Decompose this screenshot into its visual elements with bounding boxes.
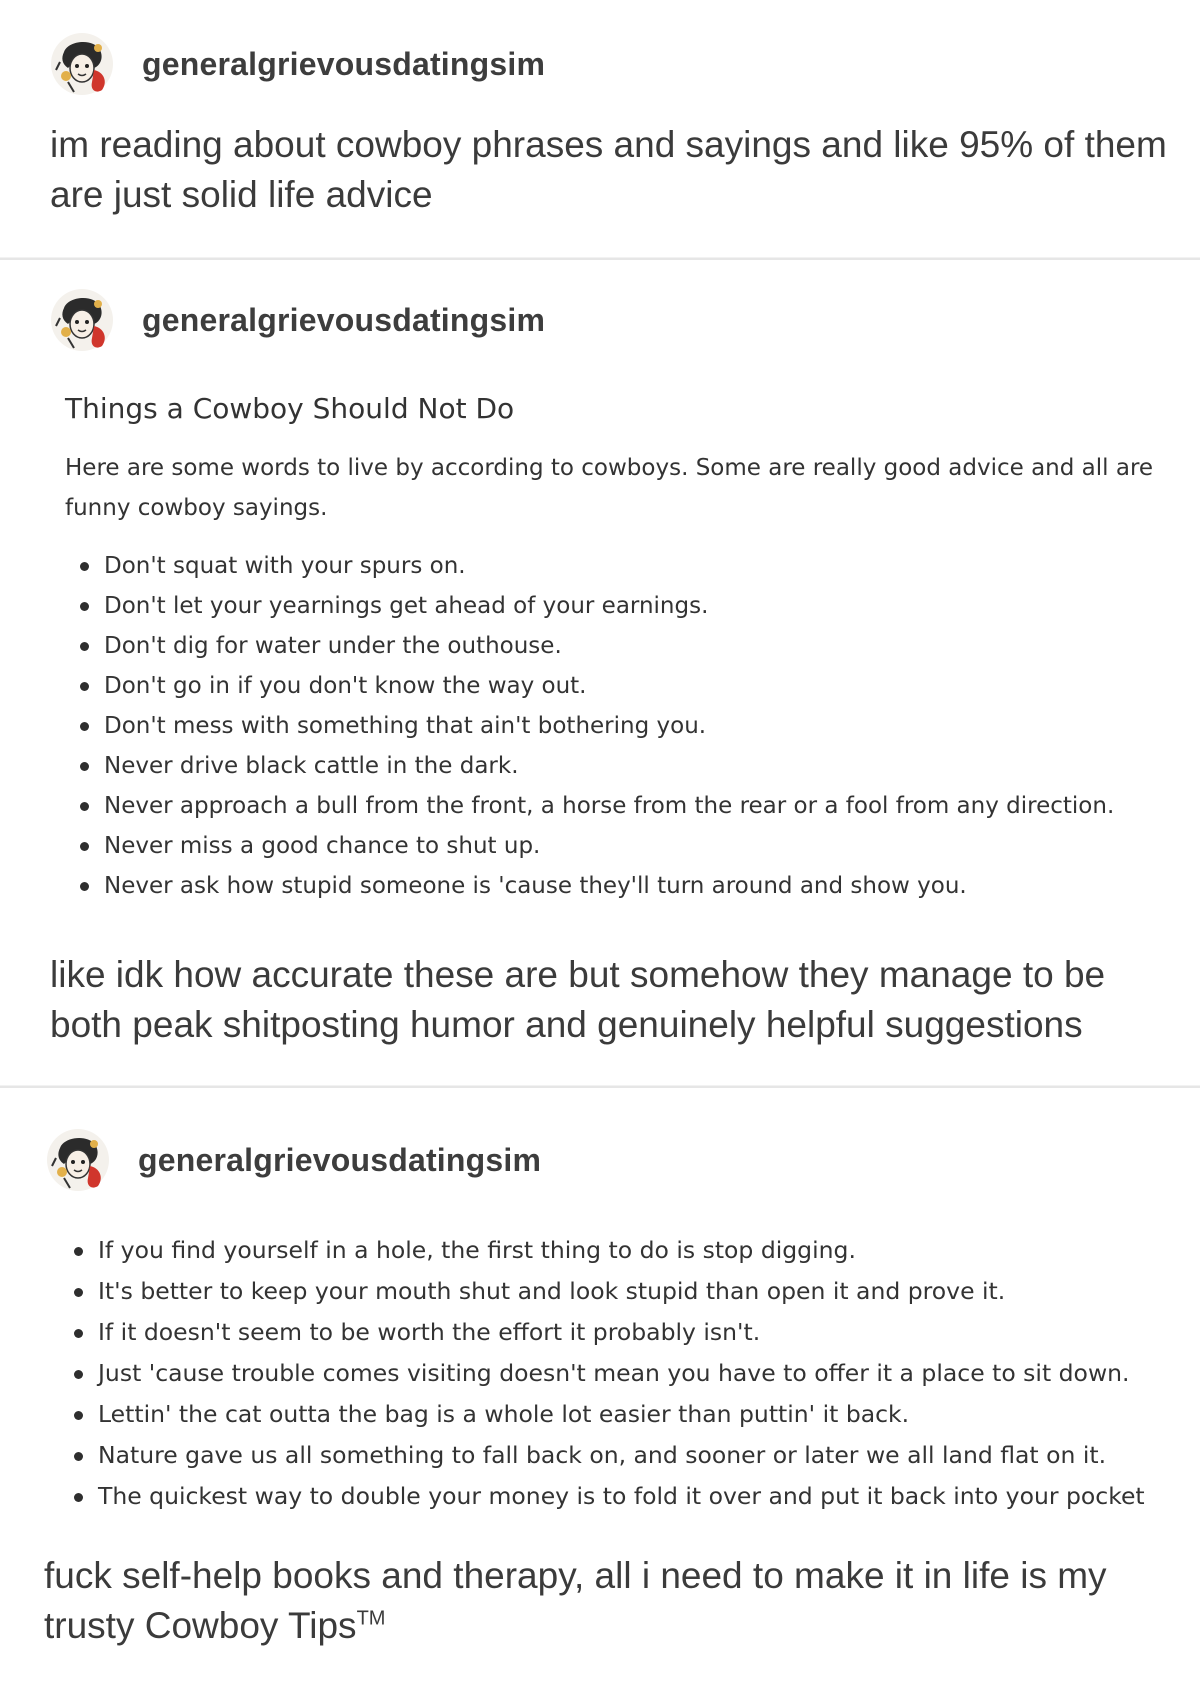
tips-list (70, 546, 1114, 906)
list-item-text: Don't let your yearnings get ahead of your earnings. (104, 593, 709, 619)
list-item-text: Lettin' the cat outta the bag is a whole lot easier than puttin' it back. (98, 1400, 910, 1428)
trademark-symbol: TM (356, 1607, 386, 1630)
list-item-text: Never approach a bull from the front, a horse from the rear or a fool from any direction. (104, 793, 1115, 819)
quote-title: Things a Cowboy Should Not Do (65, 392, 515, 425)
post-text: like idk how accurate these are but somehow they manage to be both peak shitposting humor and genuinely helpful suggestions (50, 954, 1106, 1045)
avatar-icon[interactable] (50, 288, 114, 352)
post-header (50, 288, 545, 352)
list-item (70, 826, 1114, 866)
list-item-text: Don't dig for water under the outhouse. (104, 633, 562, 659)
post-1 (0, 0, 1200, 258)
list-item-text: Nature gave us all something to fall back on, and sooner or later we all land flat on it. (98, 1441, 1107, 1469)
list-item (70, 786, 1114, 826)
bullet-icon (80, 722, 89, 731)
bullet-icon (80, 842, 89, 851)
list-item-text: Never miss a good chance to shut up. (104, 833, 541, 859)
bullet-icon (74, 1247, 83, 1256)
post-text (44, 1551, 1164, 1651)
list-item (64, 1394, 1145, 1435)
list-item (70, 626, 1114, 666)
list-item (64, 1435, 1145, 1476)
bullet-icon (74, 1452, 83, 1461)
list-item (64, 1230, 1145, 1271)
list-item (70, 866, 1114, 906)
post-3 (0, 1086, 1200, 1686)
post-text-body: fuck self-help books and therapy, all i need to make it in life is my trusty Cowboy Tips (44, 1555, 1107, 1646)
bullet-icon (74, 1493, 83, 1502)
post-header (46, 1128, 541, 1192)
list-item (70, 706, 1114, 746)
list-item (64, 1353, 1145, 1394)
post-text: im reading about cowboy phrases and sayings and like 95% of them are just solid life advice (50, 124, 1167, 215)
bullet-icon (74, 1329, 83, 1338)
list-item-text: Don't go in if you don't know the way out. (104, 673, 587, 699)
list-item-text: Never drive black cattle in the dark. (104, 753, 519, 779)
list-item-text: The quickest way to double your money is to fold it over and put it back into your pocket (98, 1482, 1145, 1510)
list-item (70, 586, 1114, 626)
post-2 (0, 258, 1200, 1086)
list-item (70, 546, 1114, 586)
list-item-text: Don't squat with your spurs on. (104, 553, 466, 579)
bullet-icon (74, 1288, 83, 1297)
bullet-icon (80, 602, 89, 611)
username[interactable]: generalgrievousdatingsim (142, 45, 546, 82)
bullet-icon (80, 762, 89, 771)
list-item (64, 1312, 1145, 1353)
tips-list (64, 1230, 1145, 1517)
bullet-icon (80, 682, 89, 691)
list-item-text: If you find yourself in a hole, the first thing to do is stop digging. (98, 1236, 856, 1264)
username[interactable]: generalgrievousdatingsim (138, 1141, 542, 1178)
list-item-text: It's better to keep your mouth shut and look stupid than open it and prove it. (98, 1277, 1006, 1305)
bullet-icon (80, 562, 89, 571)
list-item (70, 746, 1114, 786)
bullet-icon (74, 1370, 83, 1379)
post-header (50, 32, 545, 96)
quote-intro: Here are some words to live by according to cowboys. Some are really good advice and all are funny cowboy sayings. (65, 455, 1154, 521)
list-item (64, 1271, 1145, 1312)
avatar-icon[interactable] (46, 1128, 110, 1192)
list-item (70, 666, 1114, 706)
bullet-icon (80, 642, 89, 651)
bullet-icon (74, 1411, 83, 1420)
list-item-text: Just 'cause trouble comes visiting doesn't mean you have to offer it a place to sit down. (98, 1359, 1130, 1387)
list-item-text: Never ask how stupid someone is 'cause they'll turn around and show you. (104, 873, 967, 899)
list-item-text: If it doesn't seem to be worth the effort it probably isn't. (98, 1318, 761, 1346)
list-item-text: Don't mess with something that ain't bothering you. (104, 713, 707, 739)
avatar-icon[interactable] (50, 32, 114, 96)
list-item (64, 1476, 1145, 1517)
username[interactable]: generalgrievousdatingsim (142, 301, 546, 338)
bullet-icon (80, 882, 89, 891)
bullet-icon (80, 802, 89, 811)
